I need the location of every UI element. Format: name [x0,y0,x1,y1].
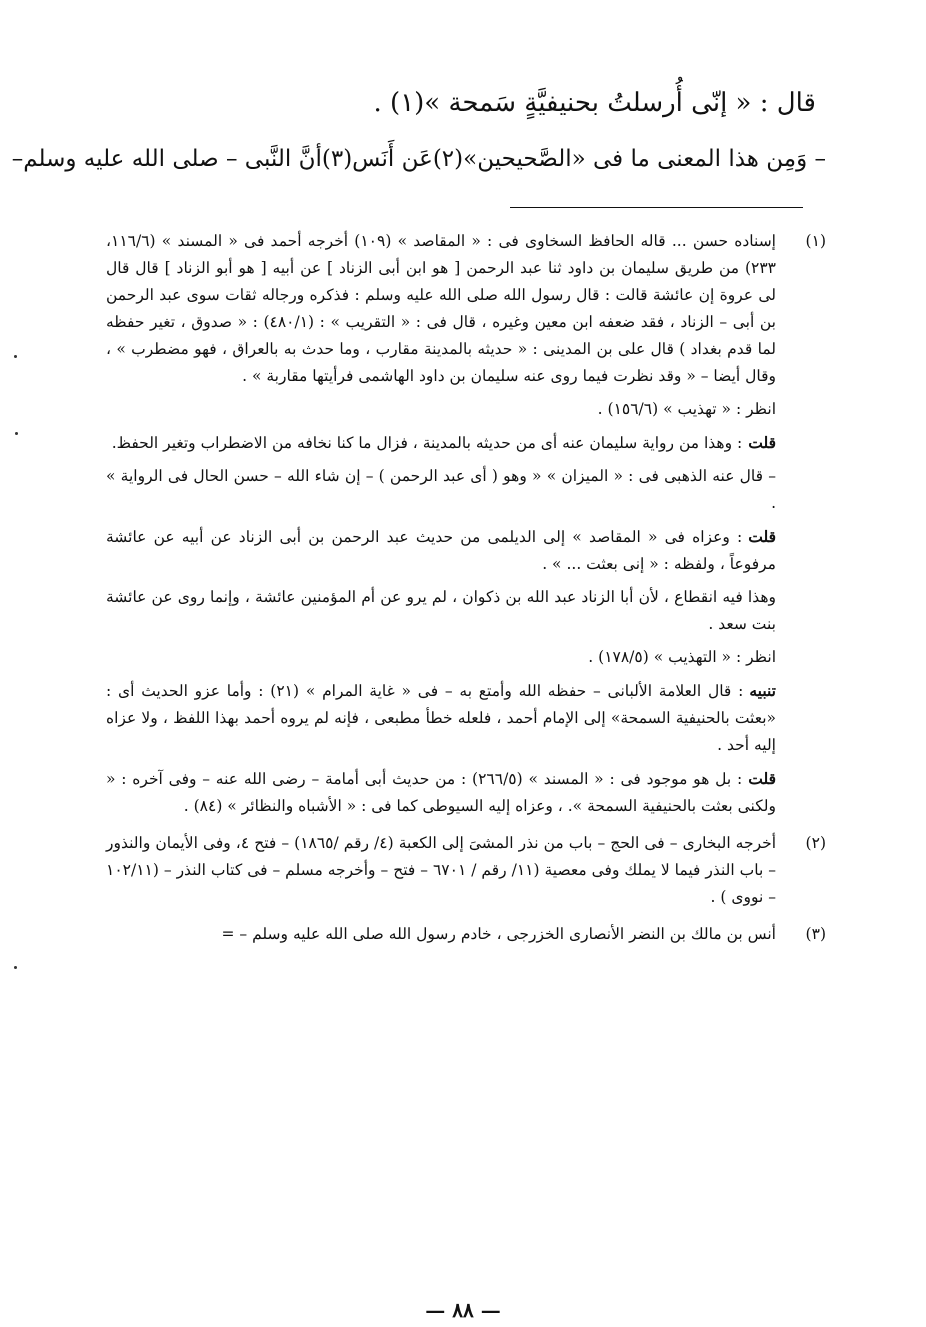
footnote-paragraph: إسناده حسن ... قاله الحافظ السخاوى فى : « المقاصد » (١٠٩) أخرجه أحمد فى « المسند » (١١٦/٦، ٢٣٣) من طريق سليمان بن داود ثنا عبد الرحمن [ هو ابن أبى الزناد ] عن أبيه [ هو أبو الزناد ] قال قال لى عروة إن عائشة قالت : قال رسول الله صلى الله عليه وسلم : فذكره ورجاله ثقات سوى عبد الرحمن بن أبى – الزناد ، فقد ضعفه ابن معين وغيره ، قال فى : « التقريب » : (٤٨٠/١) : « صدوق ، تغير حفظه لما قدم بغداد ) قال على بن المدينى : « حديثه بالمدينة مقارب ، وما حدث به بالعراق ، فهو مضطرب » ، وقال أيضا – « وقد نظرت فيما روى عنه سليمان بن داود الهاشمى فرأيتها مقاربة » . [106,232,776,385]
main-text-line-1: قال : « إنّى أُرسلتُ بحنيفيَّةٍ سَمحة »(١) . [373,88,816,118]
footnote-comment [106,765,776,820]
footnote-body [106,830,776,917]
footnote-number: (١) [805,232,826,250]
footnote-paragraph: أخرجه البخارى – فى الحج – باب من نذر المشىَ إلى الكعبة (٤/ رقم /١٨٦٥) – فتح ٤، وفى الأيمان والنذور – باب النذر فيما لا يملك وفى معصية (١١/ رقم / ٦٧٠١ – فتح – وأخرجه مسلم – فى كتاب النذر – (١٠٢/١١ – نووى ) . [106,834,777,906]
comment-text: : قال العلامة الألبانى – حفظه الله وأمتع به – فى « غاية المرام » (٢١) : وأما عزو الحديث أى : «بعثت بالحنيفية السمحة» إلى الإمام أحمد ، فلعله خطأ مطبعى ، فإنه لم يروه أحمد بهذا اللفظ ، ولا عزاه إليه أحد . [106,682,776,754]
footnote-comment [106,523,776,578]
comment-text: وهذا فيه انقطاع ، لأن أبا الزناد عبد الله بن ذكوان ، لم يرو عن أم المؤمنين عائشة ، وإنما روى عن عائشة بنت سعد . [106,588,776,633]
footnote-1 [106,228,826,826]
footnote-3 [106,921,826,954]
footnote-comment [106,429,776,457]
comment-label: قلت [748,769,776,788]
footnote-comment [106,463,776,517]
footnotes [106,228,826,958]
footnote-body [106,228,776,826]
comment-text: : بل هو موجود فى : « المسند » (٢٦٦/٥) : من حديث أبى أمامة – رضى الله عنه – وفى آخره : « ولكنى بعثت بالحنيفية السمحة ». ، وعزاه إليه السيوطى كما فى : « الأشباه والنظائر » (٨٤) . [106,770,776,815]
scan-speck [15,432,18,435]
footnote-2 [106,830,826,917]
comment-label: قلت [748,527,776,546]
main-text-line-2: – وَمِن هذا المعنى ما فى «الصَّحيحين»(٢)عَن أَنَس(٣)أنَّ النَّبى – صلى الله عليه وسلم– [11,146,826,172]
footnote-comment [106,644,776,671]
comment-text: : وعزاه فى « المقاصد » إلى الديلمى من حديث عبد الرحمن بن أبى الزناد عن أبيه عن عائشة مرفوعاً ، ولفظه : « إنى بعثت ... » . [106,528,776,573]
footnote-divider [510,207,803,208]
footnote-paragraph: أنس بن مالك بن النضر الأنصارى الخزرجى ، خادم رسول الله صلى الله عليه وسلم – = [221,925,776,943]
comment-text: : وهذا من رواية سليمان عنه أى من حديثه بالمدينة ، فزال ما كنا نخافه من الاضطراب وتغير الحفظ. [111,434,743,452]
page-number: — ٨٨ — [425,1298,501,1322]
footnote-comment [106,584,776,638]
footnote-number: (٣) [805,925,826,943]
footnote-number: (٢) [805,834,826,852]
scan-speck [14,966,17,969]
footnote-body [106,921,776,954]
footnote-paragraph: انظر : « تهذيب » (١٥٦/٦) . [597,400,776,418]
comment-text: – قال عنه الذهبى فى : « الميزان » « وهو ( أى عبد الرحمن ) – إن شاء الله – حسن الحال فى الرواية » . [106,467,776,512]
comment-label: قلت [748,433,776,452]
scan-speck [14,355,17,358]
comment-label: تنبيه [749,681,776,700]
footnote-comment [106,677,776,759]
comment-text: انظر : « التهذيب » (١٧٨/٥) . [588,648,776,666]
